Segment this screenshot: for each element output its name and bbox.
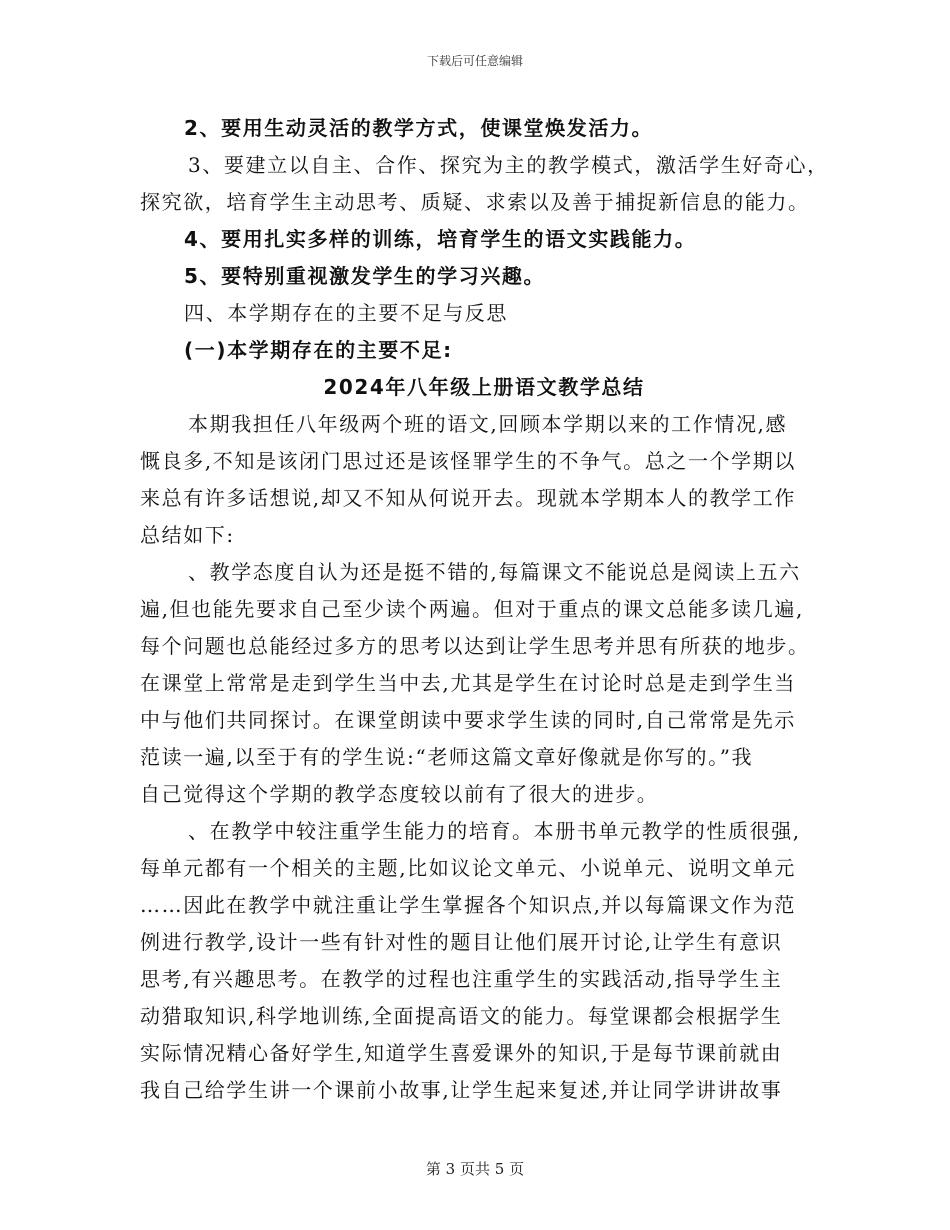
paragraph-1-line-1: 本期我担任八年级两个班的语文,回顾本学期以来的工作情况,感 — [188, 412, 788, 436]
point-4-bold: 4、要用扎实多样的训练，培育学生的语文实践能力。 — [184, 227, 697, 251]
paragraph-3-line-4: 例进行教学,设计一些有针对性的题目让他们展开讨论,让学生有意识 — [140, 930, 783, 954]
paragraph-2-line-6: 范读一遍,以至于有的学生说:“老师这篇文章好像就是你写的。”我 — [140, 745, 754, 769]
paragraph-3-line-1: 、在教学中较注重学生能力的培育。本册书单元教学的性质很强, — [188, 819, 801, 843]
paragraph-3-line-2: 每单元都有一个相关的主题,比如议论文单元、小说单元、说明文单元 — [140, 856, 796, 880]
paragraph-3-line-3: ……因此在教学中就注重让学生掌握各个知识点,并以每篇课文作为范 — [140, 893, 796, 917]
point-3-line-1: 3、要建立以自主、合作、探究为主的教学模式，激活学生好奇心， — [188, 153, 829, 177]
paragraph-1-line-2: 慨良多,不知是该闭门思过还是该怪罪学生的不争气。总之一个学期以 — [140, 449, 796, 473]
paragraph-3-line-5: 思考,有兴趣思考。在教学的过程也注重学生的实践活动,指导学生主 — [140, 967, 783, 991]
paragraph-2-line-3: 每个问题也总能经过多方的思考以达到让学生思考并思有所获的地步。 — [140, 634, 810, 658]
paragraph-2-line-1: 、教学态度自认为还是挺不错的,每篇课文不能说总是阅读上五六 — [188, 560, 801, 584]
paragraph-3-line-7: 实际情况精心备好学生,知道学生喜爱课外的知识,于是每节课前就由 — [140, 1041, 783, 1065]
document-title: 2024年八年级上册语文教学总结 — [323, 375, 645, 399]
point-5-bold: 5、要特别重视激发学生的学习兴趣。 — [184, 264, 546, 288]
point-2-bold: 2、要用生动灵活的教学方式，使课堂焕发活力。 — [184, 116, 654, 140]
paragraph-2-line-4: 在课堂上常常是走到学生当中去,尤其是学生在讨论时总是走到学生当 — [140, 671, 796, 695]
subsection-1-heading: (一)本学期存在的主要不足: — [184, 338, 453, 362]
page-header-note: 下载后可任意编辑 — [426, 54, 523, 68]
paragraph-3-line-6: 动猎取知识,科学地训练,全面提高语文的能力。每堂课都会根据学生 — [140, 1004, 783, 1028]
paragraph-2-line-2: 遍,但也能先要求自己至少读个两遍。但对于重点的课文总能多读几遍, — [140, 597, 804, 621]
point-3-line-2: 探究欲，培育学生主动思考、质疑、求索以及善于捕捉新信息的能力。 — [140, 190, 810, 214]
document-body — [140, 110, 829, 1109]
paragraph-1-line-3: 来总有许多话想说,却又不知从何说开去。现就本学期本人的教学工作 — [140, 486, 796, 510]
page-number-footer: 第 3 页共 5 页 — [425, 1160, 525, 1178]
paragraph-2-line-7: 自己觉得这个学期的教学态度较以前有了很大的进步。 — [140, 782, 659, 806]
paragraph-1-line-4: 总结如下: — [140, 523, 235, 547]
paragraph-2-line-5: 中与他们共同探讨。在课堂朗读中要求学生读的同时,自己常常是先示 — [140, 708, 796, 732]
section-4-heading: 四、本学期存在的主要不足与反思 — [184, 301, 508, 325]
paragraph-3-line-8: 我自己给学生讲一个课前小故事,让学生起来复述,并让同学讲讲故事 — [140, 1078, 783, 1102]
